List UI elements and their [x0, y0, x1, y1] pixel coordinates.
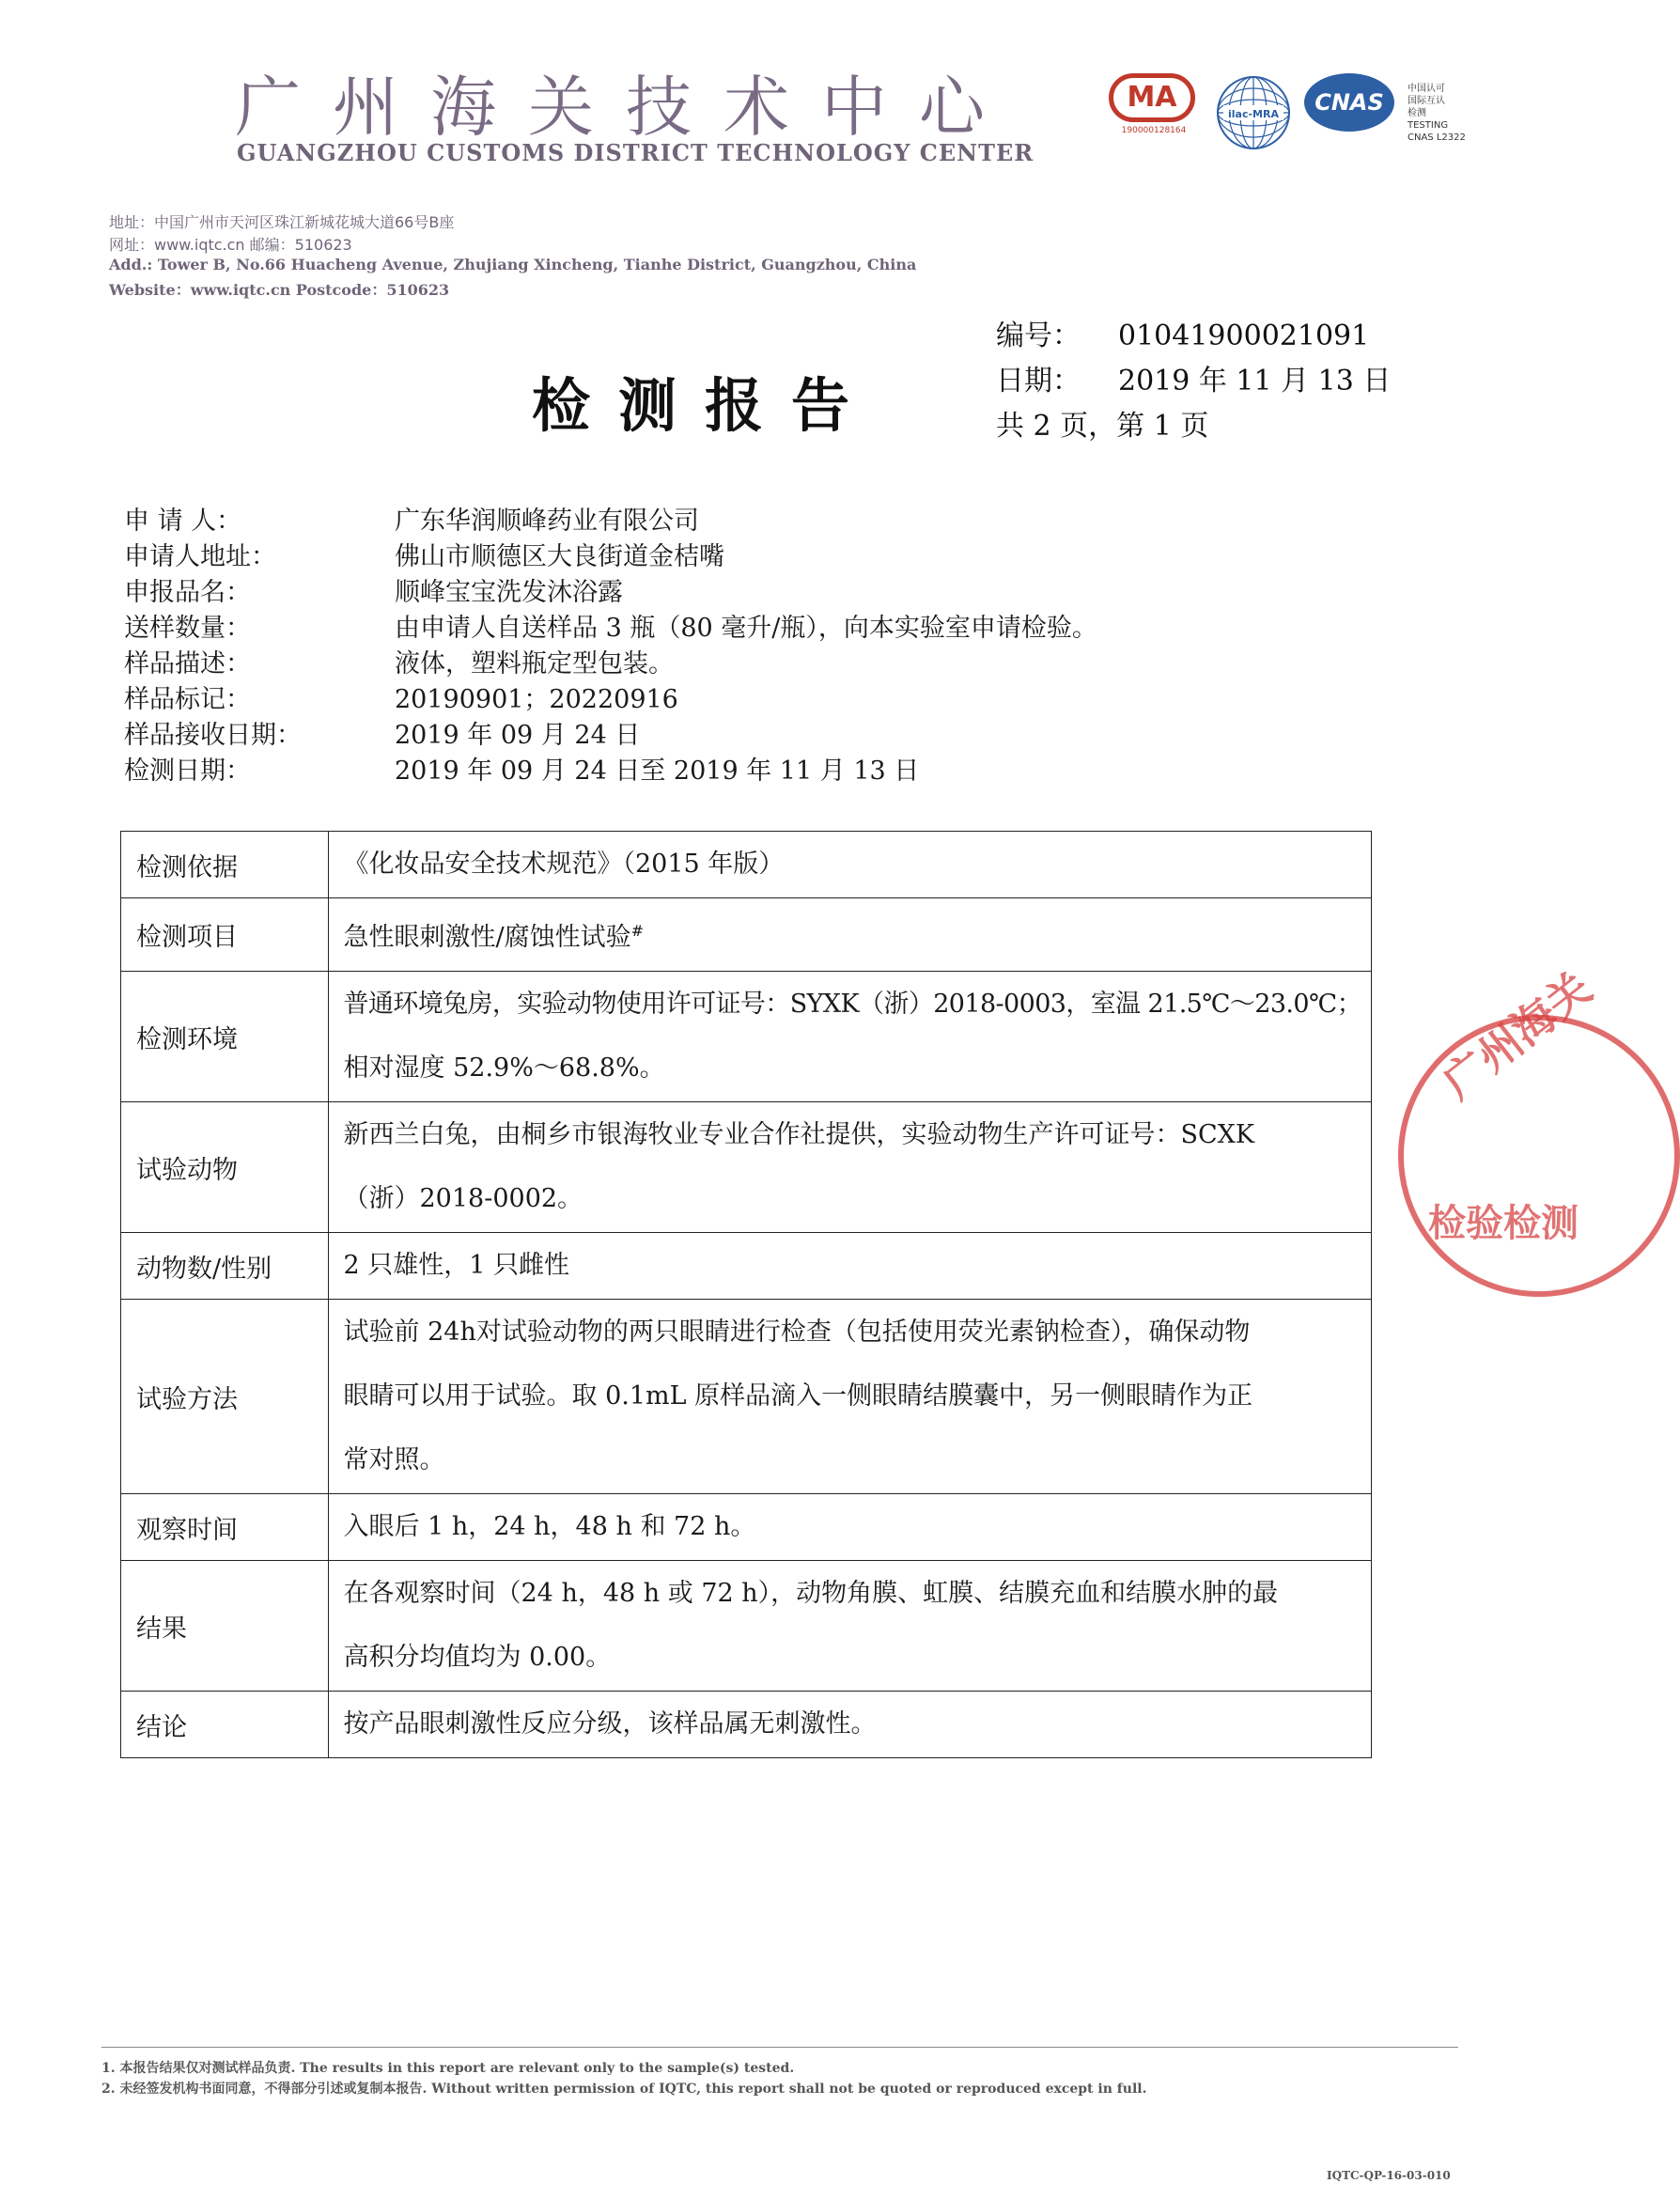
env-line: 相对湿度 52.9%～68.8%。: [343, 1053, 665, 1083]
result-line: 高积分均值均为 0.00。: [343, 1643, 612, 1672]
footer-note-1: 1. 本报告结果仅对测试样品负责. The results in this report are relevant only to the sample(s) tested.: [101, 2061, 795, 2076]
info-label: 样品标记：: [124, 685, 251, 714]
method-line: 常对照。: [343, 1445, 445, 1474]
table-row: [121, 1102, 1372, 1233]
info-row-product: [124, 575, 1252, 611]
ilac-mra-logo: [1214, 73, 1293, 152]
table-row: [121, 1300, 1372, 1494]
website-line-en: Website：www.iqtc.cn Postcode：510623: [109, 281, 450, 299]
row-value: [328, 1300, 1372, 1494]
info-value: 2019 年 09 月 24 日至 2019 年 11 月 13 日: [395, 756, 920, 786]
row-value: 2 只雄性，1 只雌性: [328, 1233, 1372, 1300]
table-row: [121, 832, 1372, 898]
test-item: 急性眼刺激性/腐蚀性试验: [343, 923, 631, 952]
footer-divider: [101, 2047, 1458, 2048]
env-line: 普通环境兔房，实验动物使用许可证号：SYXK（浙）2018-0003，室温 21.5℃～23.0℃；: [343, 990, 1361, 1019]
info-label: 检测日期：: [124, 756, 251, 786]
address-line-cn: 地址：中国广州市天河区珠江新城花城大道66号B座: [109, 213, 455, 231]
cnas-mark: CNAS: [1304, 73, 1394, 132]
result-line: 在各观察时间（24 h，48 h 或 72 h），动物角膜、虹膜、结膜充血和结膜水肿的最: [343, 1579, 1279, 1608]
info-row-marking: [124, 682, 1252, 718]
report-title: 检测报告: [532, 371, 879, 440]
cma-number: 190000128164: [1121, 126, 1187, 135]
info-value: 顺峰宝宝洗发沐浴露: [395, 578, 623, 607]
info-row-description: [124, 647, 1252, 682]
row-label: 检测项目: [121, 898, 329, 972]
report-date-value: 2019 年 11 月 13 日: [1118, 365, 1392, 398]
row-label: 检测依据: [121, 832, 329, 898]
table-row: [121, 1233, 1372, 1300]
row-value: [328, 1102, 1372, 1233]
applicant-info: [124, 504, 1252, 789]
info-value: 20190901；20220916: [395, 685, 678, 714]
method-line: 试验前 24h对试验动物的两只眼睛进行检查（包括使用荧光素钠检查），确保动物: [343, 1318, 1251, 1347]
row-label: 观察时间: [121, 1494, 329, 1561]
row-label: 试验动物: [121, 1102, 329, 1233]
info-row-quantity: [124, 611, 1252, 647]
row-value: 《化妆品安全技术规范》（2015 年版）: [328, 832, 1372, 898]
info-label: 申报品名：: [124, 578, 251, 607]
cnas-caption: 中国认可 国际互认 检测 TESTING CNAS L2322: [1408, 84, 1466, 143]
info-value: 广东华润顺峰药业有限公司: [395, 507, 699, 536]
animal-line: （浙）2018-0002。: [343, 1184, 583, 1213]
table-row: [121, 1561, 1372, 1692]
results-table: [120, 831, 1372, 1758]
method-line: 眼睛可以用于试验。取 0.1mL 原样品滴入一侧眼睛结膜囊中，另一侧眼睛作为正: [343, 1381, 1253, 1411]
stamp-text-middle: 检验检测: [1428, 1202, 1579, 1245]
footer-note-2: 2. 未经签发机构书面同意，不得部分引述或复制本报告. Without written permission of IQTC, this report shall not be quoted or reproduced except in full.: [101, 2082, 1147, 2097]
info-value: 佛山市顺德区大良街道金桔嘴: [395, 542, 724, 571]
report-date: [996, 357, 1391, 398]
table-row: [121, 1494, 1372, 1561]
row-value: 入眼后 1 h，24 h，48 h 和 72 h。: [328, 1494, 1372, 1561]
report-pages: 共 2 页，第 1 页: [996, 410, 1209, 443]
form-number: IQTC-QP-16-03-010: [1327, 2169, 1451, 2182]
row-label: 结果: [121, 1561, 329, 1692]
row-value: [328, 1561, 1372, 1692]
cnas-logo: [1304, 73, 1398, 150]
info-label: 样品描述：: [124, 649, 251, 678]
info-row-applicant: [124, 504, 1252, 539]
info-row-address: [124, 539, 1252, 575]
row-value: [328, 898, 1372, 972]
info-label: 样品接收日期：: [124, 721, 302, 750]
organization-name-en: GUANGZHOU CUSTOMS DISTRICT TECHNOLOGY CENTER: [237, 139, 1034, 166]
row-label: 动物数/性别: [121, 1233, 329, 1300]
info-row-received: [124, 718, 1252, 754]
info-value: 2019 年 09 月 24 日: [395, 721, 641, 750]
ilac-mra-label: ilac-MRA: [1228, 108, 1279, 120]
table-row: [121, 898, 1372, 972]
row-value: 按产品眼刺激性反应分级，该样品属无刺激性。: [328, 1692, 1372, 1758]
report-number: [996, 312, 1369, 353]
report-number-value: 01041900021091: [1118, 320, 1370, 352]
table-row: [121, 972, 1372, 1102]
info-value: 液体，塑料瓶定型包装。: [395, 649, 674, 678]
row-label: 试验方法: [121, 1300, 329, 1494]
row-label: 检测环境: [121, 972, 329, 1102]
report-date-label: 日期：: [996, 365, 1081, 398]
stamp-text-top: 广州海关: [1433, 961, 1601, 1109]
cma-logo: [1109, 73, 1199, 150]
info-label: 申 请 人：: [124, 507, 242, 536]
row-label: 结论: [121, 1692, 329, 1758]
info-value: 由申请人自送样品 3 瓶（80 毫升/瓶），向本实验室申请检验。: [395, 614, 1097, 643]
row-value: [328, 972, 1372, 1102]
info-label: 送样数量：: [124, 614, 251, 643]
test-item-mark: #: [630, 922, 645, 940]
cma-mark: MA: [1109, 73, 1195, 122]
animal-line: 新西兰白兔，由桐乡市银海牧业专业合作社提供，实验动物生产许可证号：SCXK: [343, 1120, 1255, 1149]
report-number-label: 编号：: [996, 320, 1081, 352]
table-row: [121, 1692, 1372, 1758]
organization-name-cn: 广州海关技术中心: [235, 69, 1017, 146]
website-line-cn: 网址：www.iqtc.cn 邮编：510623: [109, 236, 352, 254]
info-label: 申请人地址：: [124, 542, 276, 571]
address-line-en: Add.: Tower B, No.66 Huacheng Avenue, Zhujiang Xincheng, Tianhe District, Guangzhou, China: [109, 256, 917, 273]
info-row-test-date: [124, 754, 1252, 789]
